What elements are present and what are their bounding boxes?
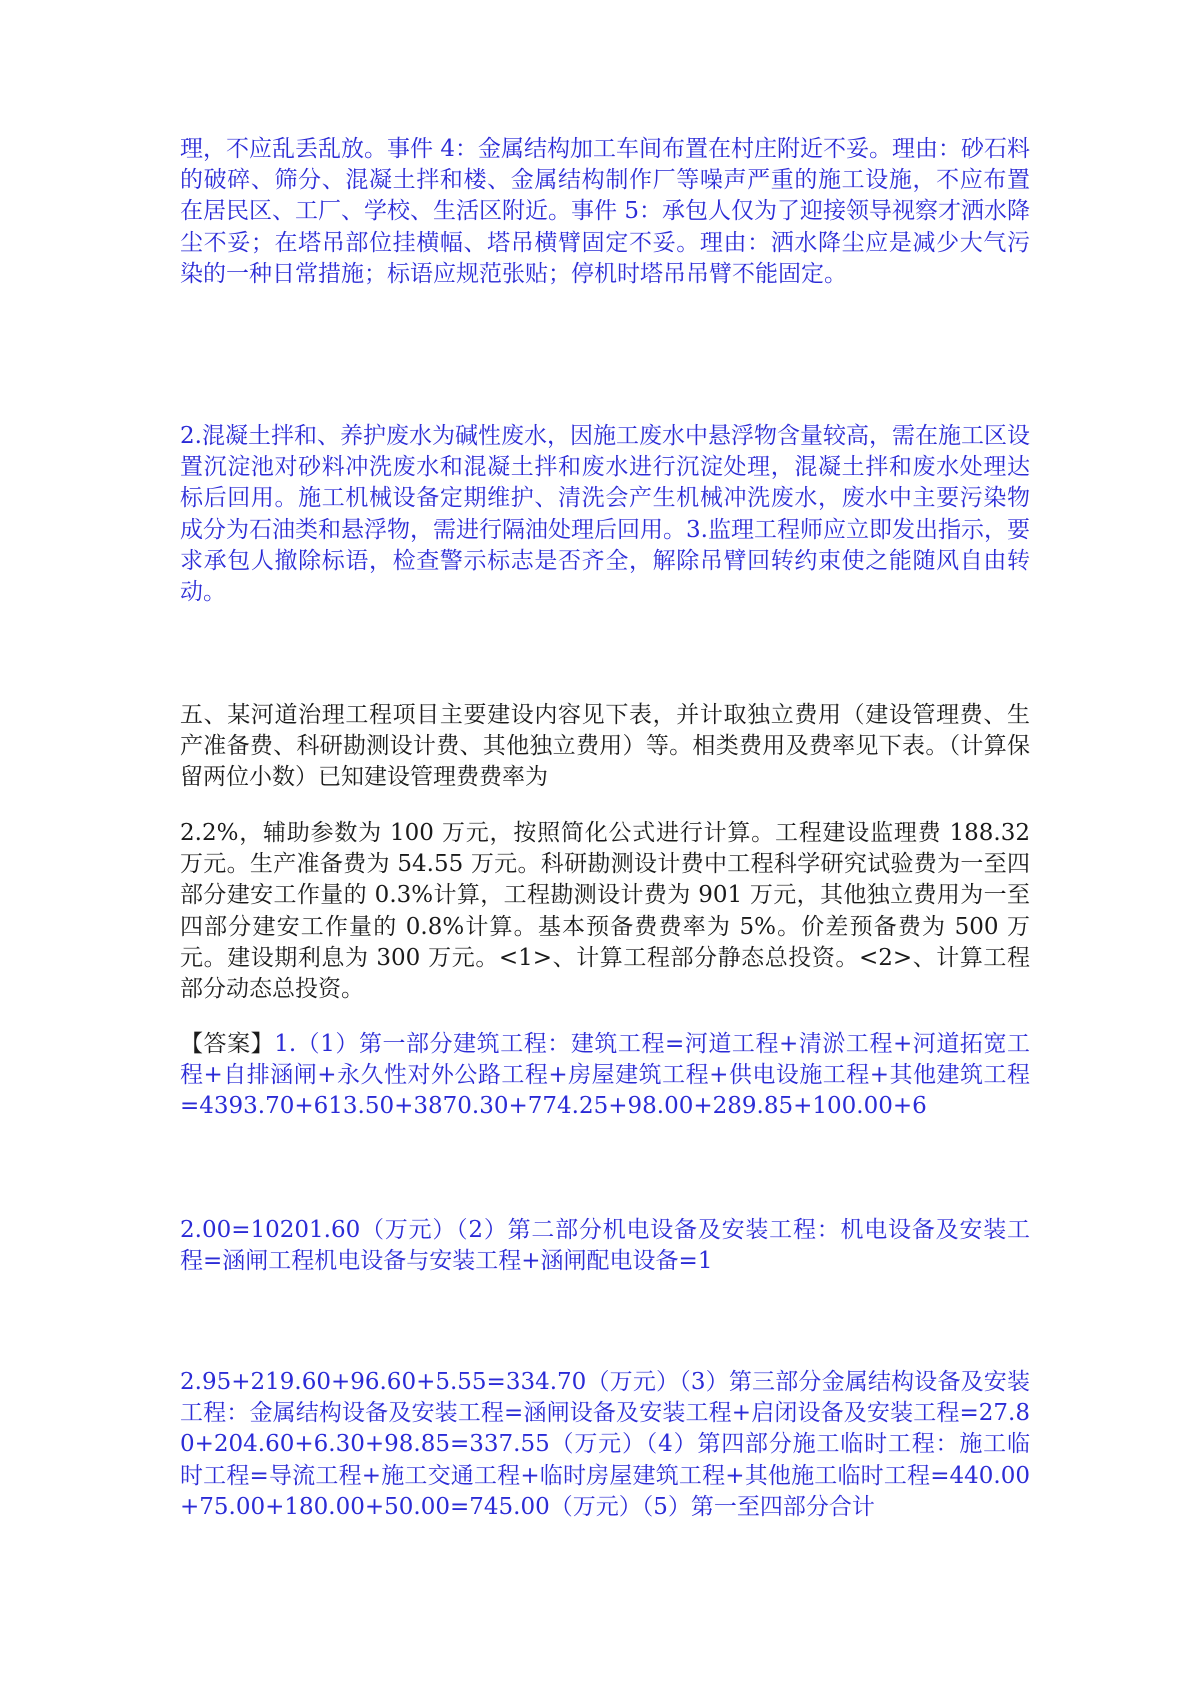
answer-paragraph-1-text: 1.（1）第一部分建筑工程：建筑工程=河道工程+清淤工程+河道拓宽工程+自排涵闸+永久性对外公路工程+房屋建筑工程+供电设施工程+其他建筑工程=4393.70+613.50+3870.30+774.25+98.00+289.85+100.00+6 [180, 1031, 1030, 1120]
answer-label: 【答案】 [180, 1031, 275, 1057]
question-5-paragraph-2: 2.2%，辅助参数为 100 万元，按照简化公式进行计算。工程建设监理费 188.32 万元。生产准备费为 54.55 万元。科研勘测设计费中工程科学研究试验费为一至四部分建安工作量的 0.3%计算，工程勘测设计费为 901 万元，其他独立费用为一至四部分建安工作量的 0.8%计算。基本预备费费率为 5%。价差预备费为 500 万元。建设期利息为 300 万元。<1>、计算工程部分静态总投资。<2>、计算工程部分动态总投资。 [180, 820, 1030, 1003]
answer-paragraph-1 [180, 1029, 1030, 1123]
answer-continued-paragraph-2: 2.混凝土拌和、养护废水为碱性废水，因施工废水中悬浮物含量较高，需在施工区设置沉淀池对砂料冲洗废水和混凝土拌和废水进行沉淀处理，混凝土拌和废水处理达标后回用。施工机械设备定期维护、清洗会产生机械冲洗废水，废水中主要污染物成分为石油类和悬浮物，需进行隔油处理后回用。3.监理工程师应立即发出指示，要求承包人撤除标语，检查警示标志是否齐全，解除吊臂回转约束使之能随风自由转动。 [180, 423, 1030, 606]
question-5-paragraph-1: 五、某河道治理工程项目主要建设内容见下表，并计取独立费用（建设管理费、生产准备费、科研勘测设计费、其他独立费用）等。相类费用及费率见下表。（计算保留两位小数）已知建设管理费费率为 [180, 702, 1030, 791]
answer-paragraph-3: 2.95+219.60+96.60+5.55=334.70（万元）（3）第三部分金属结构设备及安装工程：金属结构设备及安装工程=涵闸设备及安装工程+启闭设备及安装工程=27.80+204.60+6.30+98.85=337.55（万元）（4）第四部分施工临时工程：施工临时工程=导流工程+施工交通工程+临时房屋建筑工程+其他施工临时工程=440.00+75.00+180.00+50.00=745.00（万元）（5）第一至四部分合计 [180, 1369, 1030, 1520]
answer-paragraph-2: 2.00=10201.60（万元）（2）第二部分机电设备及安装工程：机电设备及安装工程=涵闸工程机电设备与安装工程+涵闸配电设备=1 [180, 1217, 1030, 1275]
answer-continued-paragraph-1: 理，不应乱丢乱放。事件 4：金属结构加工车间布置在村庄附近不妥。理由：砂石料的破碎、筛分、混凝土拌和楼、金属结构制作厂等噪声严重的施工设施，不应布置在居民区、工厂、学校、生活区附近。事件 5：承包人仅为了迎接领导视察才洒水降尘不妥；在塔吊部位挂横幅、塔吊横臂固定不妥。理由：洒水降尘应是减少大气污染的一种日常措施；标语应规范张贴；停机时塔吊吊臂不能固定。 [180, 136, 1030, 287]
